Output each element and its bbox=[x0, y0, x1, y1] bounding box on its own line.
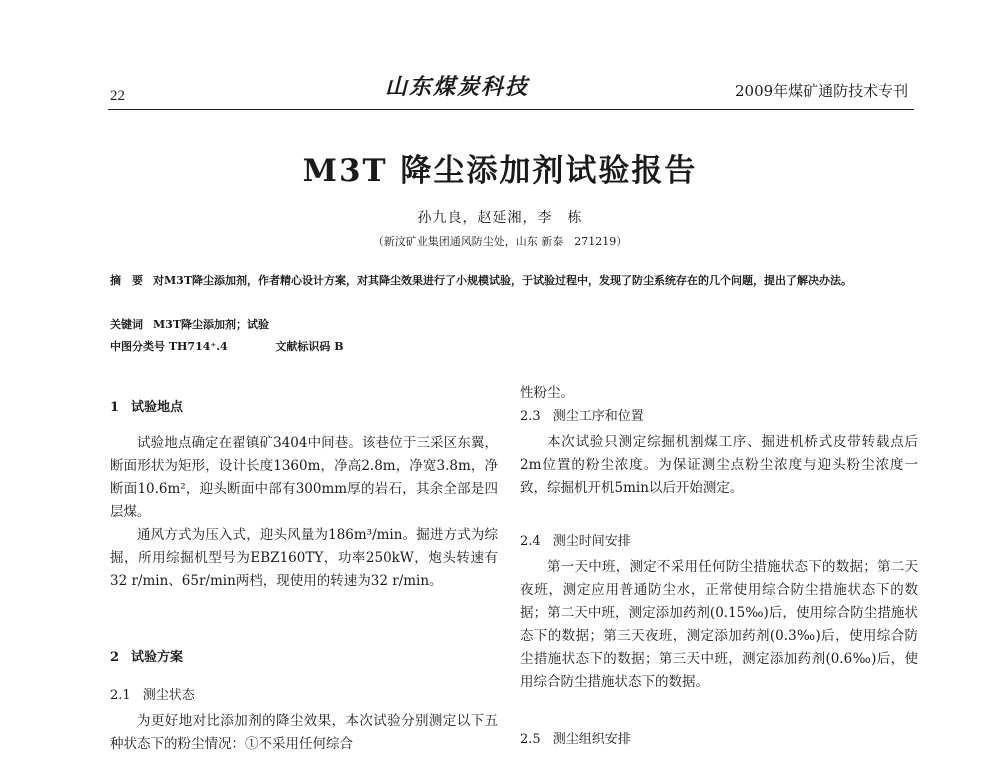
subsection-2-3-title: 测尘工序和位置 bbox=[552, 409, 644, 424]
subsection-2-5-number: 2.5 bbox=[520, 732, 541, 747]
header-divider bbox=[108, 109, 914, 110]
paragraph bbox=[110, 432, 498, 593]
section-2-title: 试验方案 bbox=[131, 650, 184, 665]
keywords-text: M3T降尘添加剂；试验 bbox=[153, 318, 270, 331]
subsection-2-3-number: 2.3 bbox=[520, 409, 541, 424]
subsection-2-4-heading bbox=[520, 530, 631, 553]
paragraph-text: 性粉尘。 bbox=[520, 385, 574, 401]
journal-logo: 山东煤炭科技 bbox=[385, 74, 530, 100]
keywords-label: 关键词 bbox=[110, 318, 143, 331]
issue-title: 2009年煤矿通防技术专刊 bbox=[735, 82, 909, 100]
paragraph-text: 试验地点确定在翟镇矿3404中间巷。该巷位于三采区东翼，断面形状为矩形，设计长度1360m，净高2.8m，净宽3.8m，净断面10.6m²，迎头断面中部有300mm厚的岩石，其余全部是四层煤。 bbox=[110, 435, 498, 520]
page-number: 22 bbox=[110, 88, 125, 104]
paragraph-text: 为更好地对比添加剂的降尘效果，本次试验分别测定以下五种状态下的粉尘情况：①不采用任何综合 bbox=[110, 713, 498, 752]
doc-code-label: 文献标识码 bbox=[275, 340, 331, 353]
abstract-label: 摘 要 bbox=[110, 274, 143, 287]
paragraph bbox=[110, 710, 498, 756]
clc-value: TH714⁺.4 bbox=[168, 340, 228, 353]
section-1-heading bbox=[110, 396, 183, 419]
subsection-2-4-number: 2.4 bbox=[520, 534, 541, 549]
paragraph bbox=[520, 556, 918, 694]
section-2-number: 2 bbox=[110, 650, 120, 665]
affiliation: （新汶矿业集团通风防尘处，山东 新泰 271219） bbox=[372, 235, 628, 248]
subsection-2-4-title: 测尘时间安排 bbox=[552, 534, 631, 549]
subsection-2-5-title: 测尘组织安排 bbox=[552, 732, 631, 747]
subsection-2-1-heading bbox=[110, 684, 195, 707]
section-1-number: 1 bbox=[110, 400, 120, 415]
paragraph-text: 本次试验只测定综掘机割煤工序、掘进机桥式皮带转载点后2m位置的粉尘浓度。为保证测尘点粉尘浓度与迎头粉尘浓度一致，综掘机开机5min以后开始测定。 bbox=[520, 434, 918, 496]
abstract-text: 对M3T降尘添加剂，作者精心设计方案，对其降尘效果进行了小规模试验，于试验过程中，发现了防尘系统存在的几个问题，提出了解决办法。 bbox=[153, 274, 853, 287]
keywords bbox=[110, 314, 918, 336]
section-2-heading bbox=[110, 646, 183, 669]
subsection-2-3-heading bbox=[520, 405, 644, 428]
doc-code-value: B bbox=[334, 340, 344, 353]
paragraph bbox=[520, 431, 918, 500]
paragraph-text: 通风方式为压入式，迎头风量为186m³/min。掘进方式为综掘，所用综掘机型号为EBZ160TY，功率250kW，炮头转速有32 r/min、65r/min两档，现使用的转速为32 r/min。 bbox=[110, 527, 498, 589]
subsection-2-5-heading bbox=[520, 728, 631, 751]
paragraph-continuation bbox=[520, 382, 918, 405]
abstract bbox=[110, 270, 918, 292]
authors: 孙九良，赵延湘，李 栋 bbox=[417, 210, 583, 226]
clc-label: 中图分类号 bbox=[110, 340, 165, 353]
classification bbox=[110, 336, 918, 358]
paragraph-text: 第一天中班，测定不采用任何防尘措施状态下的数据；第二天夜班，测定应用普通防尘水，正常使用综合防尘措施状态下的数据；第二天中班，测定添加药剂(0.15‰)后，使用综合防尘措施状态下的数据；第三天夜班，测定添加药剂(0.3‰)后，使用综合防尘措施状态下的数据；第三天中班，测定添加药剂(0.6‰)后，使用综合防尘措施状态下的数据。 bbox=[520, 559, 918, 690]
section-1-title: 试验地点 bbox=[131, 400, 184, 415]
paper-title: M3T 降尘添加剂试验报告 bbox=[302, 153, 698, 189]
subsection-2-1-title: 测尘状态 bbox=[142, 688, 195, 703]
subsection-2-1-number: 2.1 bbox=[110, 688, 131, 703]
